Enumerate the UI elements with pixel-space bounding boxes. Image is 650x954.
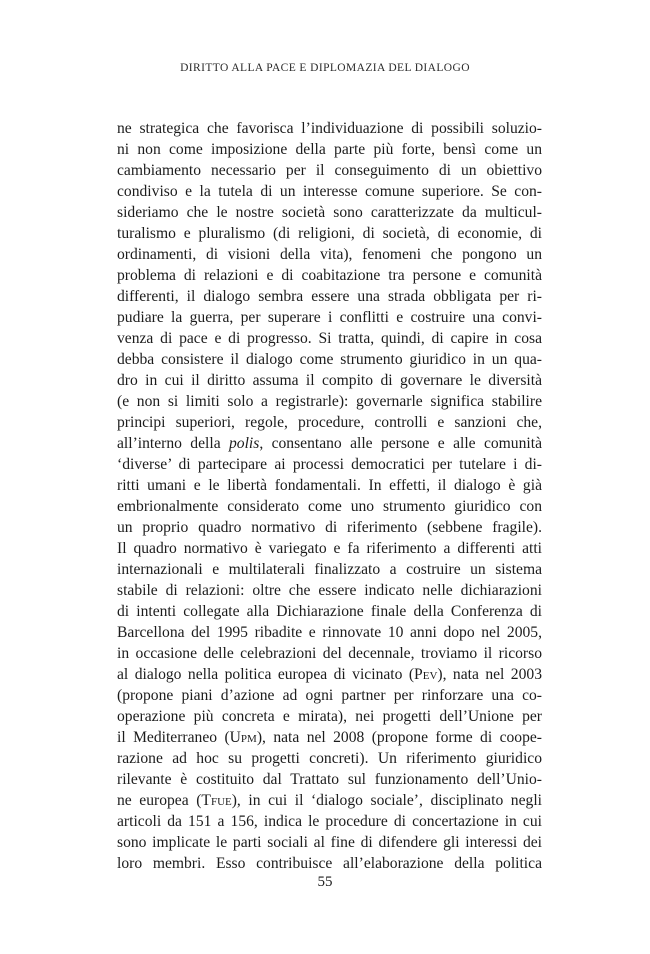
text-line: ritti umani e le libertà fondamentali. In effetti, il dialogo è già: [117, 477, 542, 494]
text-line: operazione più concreta e mirata), nei progetti dell’Unione per: [117, 708, 542, 725]
text-line: Il quadro normativo è variegato e fa riferimento a differenti atti: [117, 540, 542, 557]
text-line: differenti, il dialogo sembra essere una strada obbligata per ri-: [117, 288, 542, 305]
text-line: internazionali e multilaterali finalizzato a costruire un sistema: [117, 561, 542, 578]
text-line: turalismo e pluralismo (di religioni, di società, di economie, di: [117, 225, 542, 242]
text-line: ordinamenti, di visioni della vita), fenomeni che pongono un: [117, 246, 542, 263]
text-line: (propone piani d’azione ad ogni partner per rinforzare una co-: [117, 687, 542, 704]
text-line: pudiare la guerra, per superare i conflitti e costruire una convi-: [117, 309, 542, 326]
text-line: Barcellona del 1995 ribadite e rinnovate 10 anni dopo nel 2005,: [117, 624, 542, 641]
text-line: stabile di relazioni: oltre che essere indicato nelle dichiarazioni: [117, 582, 542, 599]
text-line: sideriamo che le nostre società sono caratterizzate da multicul-: [117, 204, 542, 221]
text-line: al dialogo nella politica europea di vicinato (Pev), nata nel 2003: [117, 666, 542, 683]
page-number: 55: [317, 874, 333, 890]
body-paragraph: [117, 118, 542, 874]
text-line: loro membri. Esso contribuisce all’elaborazione della politica: [117, 855, 542, 872]
text-line: ni non come imposizione della parte più forte, bensì come un: [117, 141, 542, 158]
text-line: debba consistere il dialogo come strumento giuridico in un qua-: [117, 351, 542, 368]
text-line: problema di relazioni e di coabitazione tra persone e comunità: [117, 267, 542, 284]
text-line: ‘diverse’ di partecipare ai processi democratici per tutelare i di-: [117, 456, 542, 473]
text-line: dro in cui il diritto assuma il compito di governare le diversità: [117, 372, 542, 389]
text-line: sono implicate le parti sociali al fine di difendere gli interessi dei: [117, 834, 542, 851]
text-line: ne strategica che favorisca l’individuazione di possibili soluzio-: [117, 120, 542, 137]
text-line: principi superiori, regole, procedure, controlli e sanzioni che,: [117, 414, 542, 431]
text-line: venza di pace e di progresso. Si tratta, quindi, di capire in cosa: [117, 330, 542, 347]
text-line: un proprio quadro normativo di riferimento (sebbene fragile).: [117, 519, 542, 536]
text-line: (e non si limiti solo a registrarle): governarle significa stabilire: [117, 393, 542, 410]
text-line: di intenti collegate alla Dichiarazione finale della Conferenza di: [117, 603, 542, 620]
text-line: in occasione delle celebrazioni del decennale, troviamo il ricorso: [117, 645, 542, 662]
text-line: razione ad hoc su progetti concreti). Un riferimento giuridico: [117, 750, 542, 767]
text-line: ne europea (Tfue), in cui il ‘dialogo sociale’, disciplinato negli: [117, 792, 542, 809]
text-line: condiviso e la tutela di un interesse comune superiore. Se con-: [117, 183, 542, 200]
text-line: rilevante è costituito dal Trattato sul funzionamento dell’Unio-: [117, 771, 542, 788]
text-line: articoli da 151 a 156, indica le procedure di concertazione in cui: [117, 813, 542, 830]
running-head: DIRITTO ALLA PACE E DIPLOMAZIA DEL DIALOGO: [180, 62, 470, 74]
text-line: il Mediterraneo (Upm), nata nel 2008 (propone forme di coope-: [117, 729, 542, 746]
text-line: cambiamento necessario per il conseguimento di un obiettivo: [117, 162, 542, 179]
text-line: embrionalmente considerato come uno strumento giuridico con: [117, 498, 542, 515]
text-line: all’interno della polis, consentano alle persone e alle comunità: [117, 435, 542, 452]
